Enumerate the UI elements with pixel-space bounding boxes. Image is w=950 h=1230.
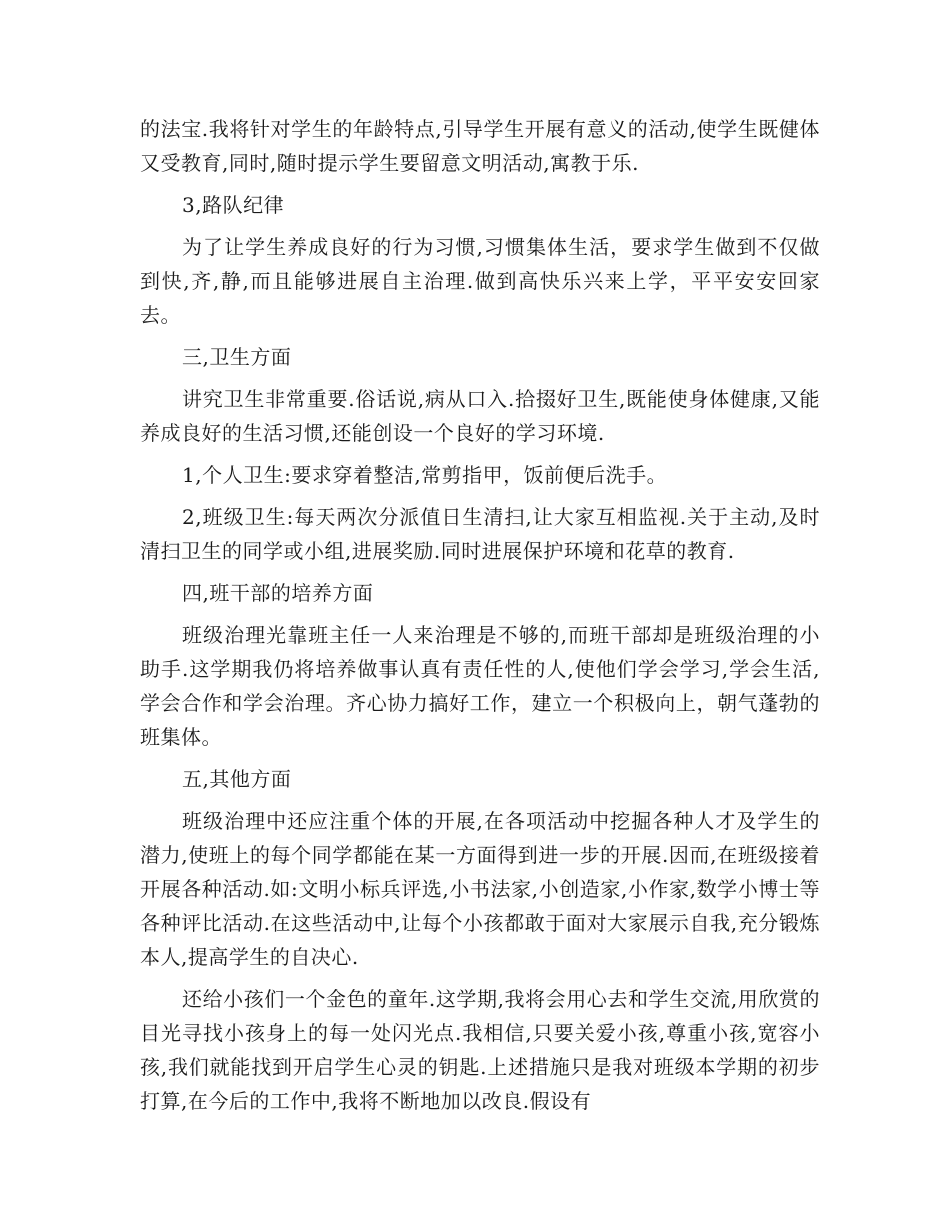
- paragraph-class-hygiene: 2,班级卫生:每天两次分派值日生清扫,让大家互相监视.关于主动,及时清扫卫生的同学或小组,进展奖励.同时进展保护环境和花草的教育.: [140, 505, 820, 563]
- paragraph-continuation: 的法宝.我将针对学生的年龄特点,引导学生开展有意义的活动,使学生既健体又受教育,同时,随时提示学生要留意文明活动,寓教于乐.: [140, 117, 820, 175]
- section-heading-other: 五,其他方面: [182, 767, 292, 791]
- paragraph-class-cadres: 班级治理光靠班主任一人来治理是不够的,而班干部却是班级治理的小助手.这学期我仍将培养做事认真有责任性的人,使他们学会学习,学会生活,学会合作和学会治理。齐心协力搞好工作，建立一个积极向上，朝气蓬勃的班集体。: [140, 623, 820, 749]
- paragraph-other: 班级治理中还应注重个体的开展,在各项活动中挖掘各种人才及学生的潜力,使班上的每个同学都能在某一方面得到进一步的开展.因而,在班级接着开展各种活动.如:文明小标兵评选,小书法家,小创造家,小作家,数学小博士等各种评比活动.在这些活动中,让每个小孩都敢于面对大家展示自我,充分锻炼本人,提高学生的自决心.: [140, 809, 820, 969]
- paragraph-personal-hygiene: 1,个人卫生:要求穿着整洁,常剪指甲，饭前便后洗手。: [182, 463, 668, 487]
- document-body: [140, 112, 820, 1118]
- paragraph-team-discipline: 为了让学生养成良好的行为习惯,习惯集体生活，要求学生做到不仅做到快,齐,静,而且能够进展自主治理.做到高快乐兴来上学，平平安安回家去。: [140, 235, 820, 327]
- section-heading-class-cadres: 四,班干部的培养方面: [182, 581, 374, 605]
- paragraph-hygiene: 讲究卫生非常重要.俗话说,病从口入.拾掇好卫生,既能使身体健康,又能养成良好的生活习惯,还能创设一个良好的学习环境.: [140, 387, 820, 445]
- section-heading-hygiene: 三,卫生方面: [182, 345, 292, 369]
- paragraph-closing: 还给小孩们一个金色的童年.这学期,我将会用心去和学生交流,用欣赏的目光寻找小孩身上的每一处闪光点.我相信,只要关爱小孩,尊重小孩,宽容小孩,我们就能找到开启学生心灵的钥匙.上述措施只是我对班级本学期的初步打算,在今后的工作中,我将不断地加以改良.假设有: [140, 987, 820, 1113]
- subheading-team-discipline: 3,路队纪律: [182, 193, 285, 217]
